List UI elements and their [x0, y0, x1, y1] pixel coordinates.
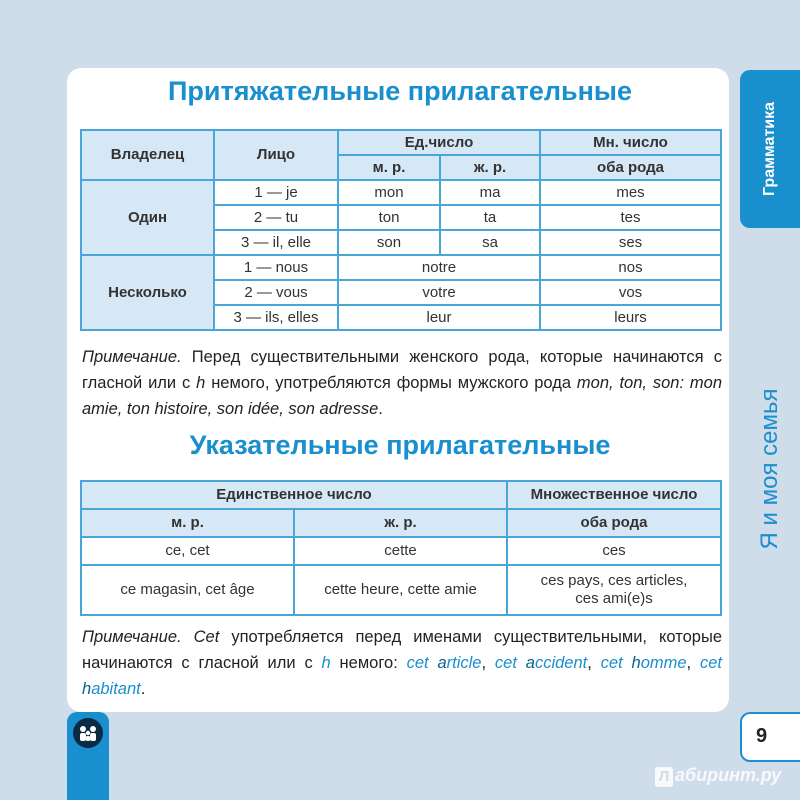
ex-rest: abitant	[91, 680, 141, 698]
example-cet-article	[407, 654, 482, 672]
example-cet-homme	[601, 654, 687, 672]
bottom-strip	[67, 712, 109, 800]
table-row	[81, 565, 721, 615]
demonstrative-note	[82, 624, 722, 702]
ex-prefix: cet	[406, 654, 438, 672]
cell-plural-line-1: ces pays, ces articles,	[540, 572, 688, 589]
cell-singular: leur	[338, 305, 540, 330]
note-h: h	[196, 374, 206, 392]
note-text: Перед существительными женского рода, которые начинаются с гласной или с	[82, 348, 722, 392]
owner-one: Один	[81, 180, 214, 255]
ex-letter: h	[82, 680, 92, 698]
ex-prefix: cet	[494, 654, 526, 672]
note-text-2: немого, употребляются формы мужского рода	[205, 374, 577, 392]
header-masc: м. р.	[338, 155, 440, 180]
cell-masc: mon	[338, 180, 440, 205]
cell-plural: ces	[507, 537, 721, 565]
header-both: оба рода	[540, 155, 721, 180]
header-fem: ж. р.	[440, 155, 540, 180]
cell-plural: tes	[540, 205, 721, 230]
owner-many: Несколько	[81, 255, 214, 330]
cell-plural-line-2: ces ami(e)s	[575, 590, 653, 607]
cell-plural	[507, 565, 721, 615]
header-plural: Множественное число	[507, 481, 721, 509]
page-number: 9	[756, 725, 768, 747]
section-tab-label: Грамматика	[761, 101, 778, 197]
ex-prefix: cet	[600, 654, 632, 672]
demonstrative-title: Указательные прилагательные	[189, 430, 611, 460]
ex-rest: rticle	[446, 654, 482, 672]
header-fem: ж. р.	[294, 509, 507, 537]
table-row	[81, 180, 721, 205]
page-number-box	[740, 712, 800, 762]
header-singular: Единственное число	[81, 481, 507, 509]
header-singular: Ед.число	[338, 130, 540, 155]
cell-fem: cette heure, cette amie	[294, 565, 507, 615]
note-cet: Cet	[193, 628, 220, 646]
ex-rest: omme	[640, 654, 687, 672]
cell-fem: ma	[440, 180, 540, 205]
table-row	[81, 255, 721, 280]
header-both: оба рода	[507, 509, 721, 537]
cell-person: 1 — je	[214, 180, 338, 205]
note-examples: mon, ton, son: mon amie, ton histoire, son idée, son adresse	[82, 374, 723, 418]
ex-letter: a	[525, 654, 535, 672]
cell-person: 1 — nous	[214, 255, 338, 280]
cell-fem: cette	[294, 537, 507, 565]
cell-plural: ses	[540, 230, 721, 255]
cell-singular: notre	[338, 255, 540, 280]
ex-letter: h	[631, 654, 641, 672]
table-row	[81, 537, 721, 565]
header-owner: Владелец	[81, 130, 214, 180]
example-cet-accident	[495, 654, 587, 672]
cell-plural: nos	[540, 255, 721, 280]
family-icon	[73, 718, 103, 748]
chapter-tab-label: Я и моя семья	[756, 388, 783, 550]
chapter-tab	[740, 238, 800, 700]
ex-prefix: cet	[699, 654, 722, 672]
note-h: h	[321, 654, 331, 672]
note-end: .	[378, 400, 383, 418]
possessive-note	[82, 344, 722, 422]
cell-plural: mes	[540, 180, 721, 205]
cell-person: 2 — tu	[214, 205, 338, 230]
cell-plural: vos	[540, 280, 721, 305]
note-label: Примечание.	[82, 628, 182, 646]
note-sep: ,	[686, 654, 700, 672]
demonstrative-table	[80, 480, 722, 616]
header-masc: м. р.	[81, 509, 294, 537]
note-text: употребляется перед именами существительными, которые начинаются с гласной или с	[82, 628, 723, 672]
note-end: .	[140, 680, 146, 698]
ex-letter: a	[437, 654, 447, 672]
cell-masc: ce magasin, cet âge	[81, 565, 294, 615]
cell-masc: ton	[338, 205, 440, 230]
cell-fem: sa	[440, 230, 540, 255]
cell-person: 2 — vous	[214, 280, 338, 305]
header-plural: Мн. число	[540, 130, 721, 155]
watermark-logo: Л	[655, 767, 673, 787]
cell-person: 3 — ils, elles	[214, 305, 338, 330]
ex-rest: ccident	[534, 654, 588, 672]
cell-masc: ce, cet	[81, 537, 294, 565]
note-label: Примечание.	[82, 348, 182, 366]
header-person: Лицо	[214, 130, 338, 180]
cell-fem: ta	[440, 205, 540, 230]
note-text-2: немого:	[330, 654, 407, 672]
possessive-table	[80, 129, 722, 331]
note-sep: ,	[587, 654, 592, 672]
cell-masc: son	[338, 230, 440, 255]
watermark-text: абиринт.ру	[675, 765, 782, 785]
possessive-title: Притяжательные прилагательные	[167, 76, 633, 106]
cell-singular: votre	[338, 280, 540, 305]
cell-plural: leurs	[540, 305, 721, 330]
note-sep: ,	[481, 654, 495, 672]
labirint-watermark	[655, 765, 781, 787]
cell-person: 3 — il, elle	[214, 230, 338, 255]
